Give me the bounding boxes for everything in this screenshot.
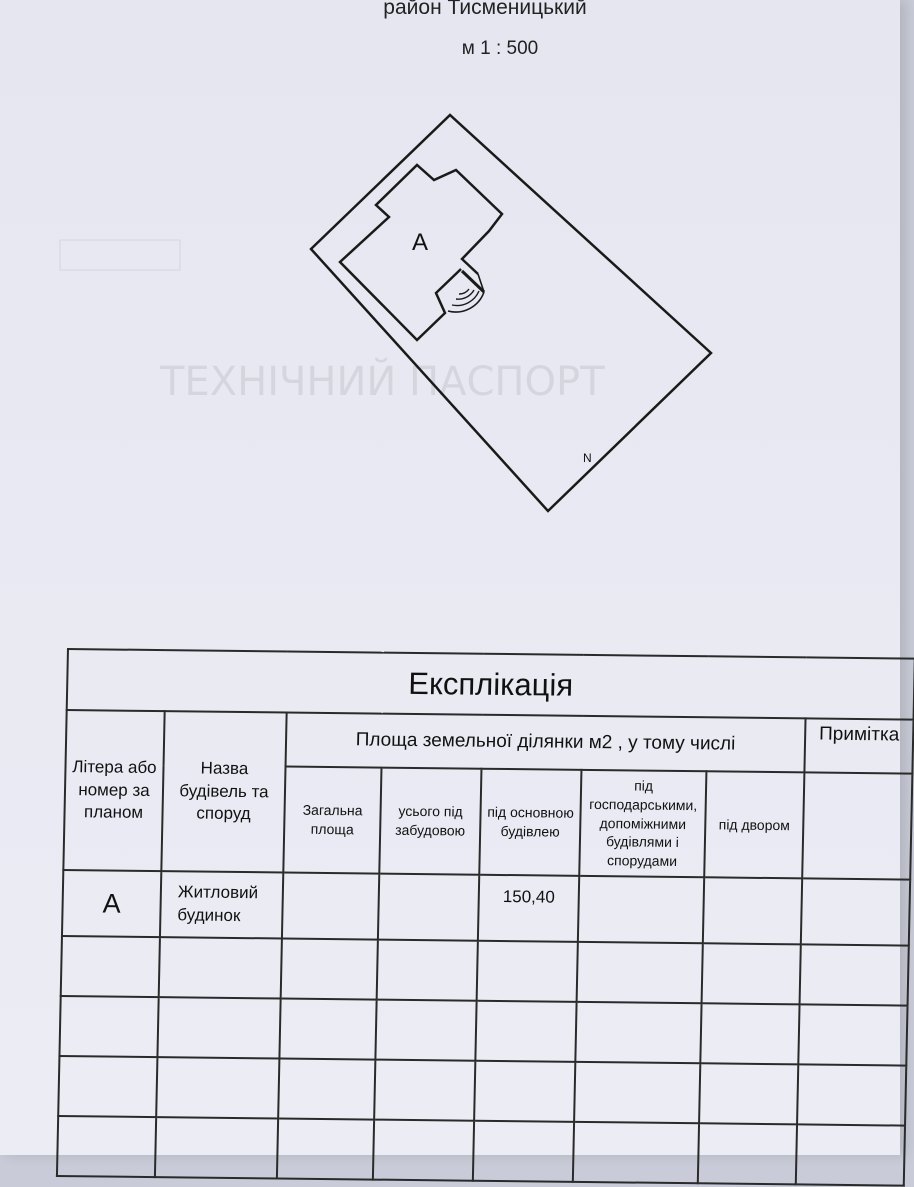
north-label: N — [583, 451, 592, 465]
empty-row — [57, 1116, 905, 1186]
col-letter-header: Літера або номер за планом — [63, 710, 164, 871]
bleed-through-marks — [60, 240, 605, 405]
area-group-header: Площа земельної ділянки м2 , у тому числі — [286, 713, 806, 773]
empty-row — [61, 936, 909, 1006]
land-plot-boundary — [311, 115, 711, 511]
note-subcell — [802, 772, 912, 879]
row-built — [378, 874, 479, 941]
explication-table-container — [56, 648, 914, 1178]
building-letter: А — [412, 229, 429, 256]
table-title: Експлікація — [67, 649, 914, 720]
sub-outbuildings-header: під господарськими, допоміжними будівлями і спорудами — [579, 770, 706, 877]
col-name-header: Назва будівель та споруд — [161, 711, 286, 872]
row-note — [801, 878, 910, 945]
sub-built-header: усього під забудовою — [379, 768, 481, 875]
scale-label: м 1 : 500 — [461, 38, 539, 59]
row-outbuildings — [578, 876, 704, 943]
sub-total-header: Загальна площа — [283, 767, 381, 874]
table-row — [62, 870, 910, 946]
sub-main-header: під основною будівлею — [479, 769, 581, 876]
sub-yard-header: під двором — [704, 771, 804, 878]
row-letter: А — [62, 870, 161, 937]
row-name: Житловий будинок — [160, 871, 283, 938]
empty-row — [58, 1056, 906, 1126]
empty-row — [59, 996, 907, 1066]
explication-table — [56, 648, 914, 1187]
note-header: Примітка — [804, 718, 913, 773]
row-total — [282, 873, 379, 940]
svg-text:ТЕХНІЧНИЙ ПАСПОРТ: ТЕХНІЧНИЙ ПАСПОРТ — [160, 359, 605, 405]
row-yard — [703, 877, 802, 944]
district-heading: район Тисменицький — [383, 0, 587, 19]
row-main: 150,40 — [478, 875, 579, 942]
